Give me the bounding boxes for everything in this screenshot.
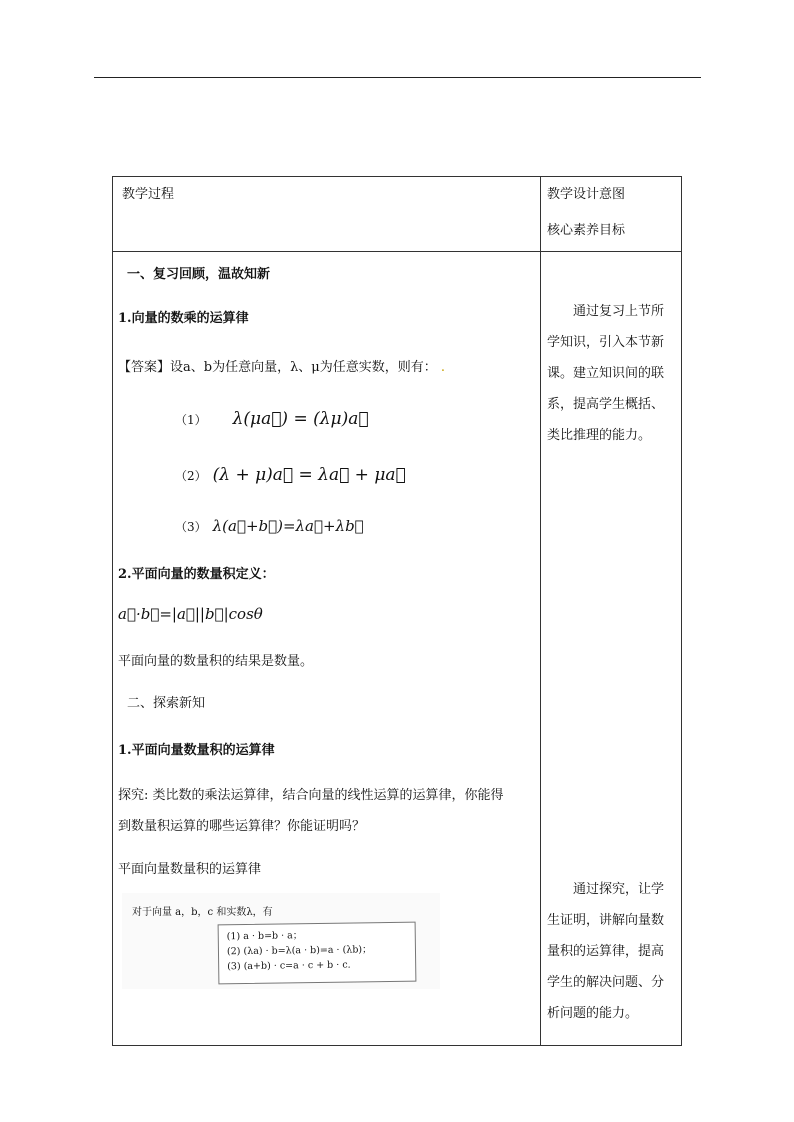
column-divider [540,177,541,1045]
scan-law-3: (3) (a+b) · c=a · c + b · c. [227,959,351,973]
dot-product-formula: a⃗·b⃗=|a⃗||b⃗|cosθ [118,605,263,623]
header-row-divider [113,251,681,252]
scanned-law-image [122,893,440,989]
header-teaching-process: 教学过程 [122,187,175,202]
design-intent-2: 通过探究，让学生证明，讲解向量数量积的运算律，提高学生的解决问题、分析问题的能力。 [547,882,665,1021]
scan-law-1: (1) a · b=b · a； [226,930,303,943]
formula-2-expression: (λ + μ)a⃗ = λa⃗ + μa⃗ [212,465,406,485]
formula-2-label: （2） [175,469,207,483]
decor-dot: . [436,360,446,375]
answer-text-content: 【答案】设a、b为任意向量，λ、μ为任意实数，则有： [118,360,437,375]
formula-3-label: （3） [175,520,207,534]
lesson-table [112,176,682,1046]
explore-line-1: 探究: 类比数的乘法运算律，结合向量的线性运算的运算律，你能得 [118,788,504,803]
section1-sub2-title: 2.平面向量的数量积定义： [118,567,275,582]
dot-product-result: 平面向量的数量积的结果是数量。 [118,654,314,669]
formula-1-expression: λ(μa⃗) = (λμ)a⃗ [232,409,369,429]
scan-law-2: (2) (λa) · b=λ(a · b)=a · (λb)； [226,944,372,958]
section2-sub1-title: 1.平面向量数量积的运算律 [118,743,275,758]
section2-title: 二、探索新知 [127,696,206,711]
scan-title: 对于向量 a，b，c 和实数λ，有 [132,907,273,918]
header-design-intent: 教学设计意图 [547,187,626,202]
scan-law-box [218,922,417,985]
law-heading: 平面向量数量积的运算律 [118,862,262,877]
formula-1 [175,409,369,429]
section1-title: 一、复习回顾，温故知新 [127,267,271,282]
answer-text [118,356,445,375]
formula-2 [175,465,406,485]
formula-3-expression: λ(a⃗+b⃗)=λa⃗+λb⃗ [212,517,364,535]
explore-line-2: 到数量积运算的哪些运算律？你能证明吗？ [118,819,366,834]
design-intent-1: 通过复习上节所学知识，引入本节新课。建立知识间的联系，提高学生概括、类比推理的能力。 [547,304,665,443]
header-core-literacy: 核心素养目标 [547,223,626,238]
formula-3 [175,517,364,535]
header-rule [94,77,701,78]
formula-1-label: （1） [175,413,207,427]
section1-sub1-title: 1.向量的数乘的运算律 [118,311,249,326]
